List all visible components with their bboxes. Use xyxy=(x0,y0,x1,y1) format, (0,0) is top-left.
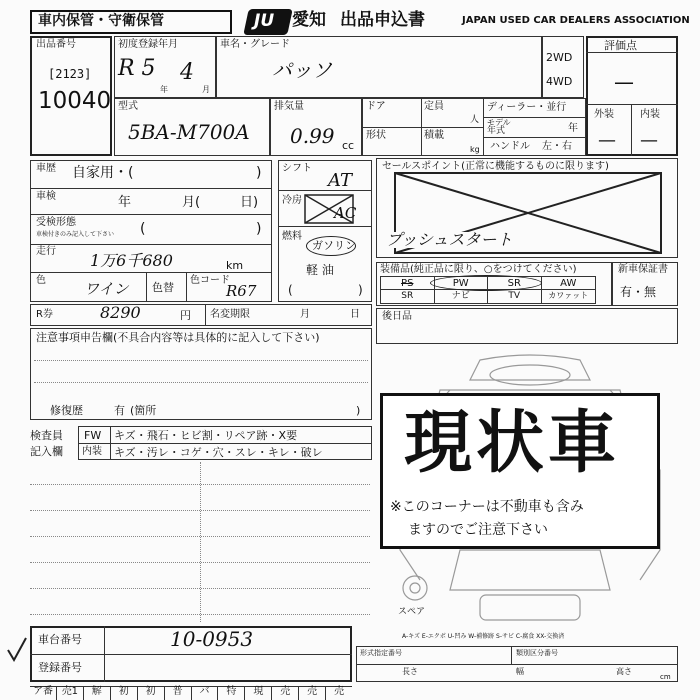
inspector-fw-items: キズ・飛石・ヒビ割・リペア跡・X要 xyxy=(114,429,298,442)
spec-door: ドア xyxy=(366,101,386,112)
name-change-label: 名変期限 xyxy=(210,309,250,320)
equip-ps: PS xyxy=(381,277,435,290)
selling-label: セールスポイント(正常に機能するものに限ります) xyxy=(382,161,609,172)
receipt-note: 車検付きのみ記入して下さい xyxy=(36,231,115,238)
recycle-value: 8290 xyxy=(100,303,141,322)
fuel-paren-close: ) xyxy=(358,283,363,297)
color-value: ワイン xyxy=(84,280,129,298)
equip-navi: ナビ xyxy=(435,290,489,303)
rating-ext-value: — xyxy=(598,130,616,151)
selling-text: プッシュスタート xyxy=(386,230,513,249)
displacement-label: 排気量 xyxy=(274,101,304,112)
ac-value: AC xyxy=(334,204,357,222)
history-label: 車歴 xyxy=(36,163,56,174)
equip-cassette: カワァット xyxy=(548,291,589,300)
chassis-label: 車台番号 xyxy=(38,633,82,646)
rating-exterior: 外装 xyxy=(594,109,614,120)
width-label: 幅 xyxy=(516,667,524,676)
receipt-close: ) xyxy=(256,221,262,237)
association-name: JAPAN USED CAR DEALERS ASSOCIATION xyxy=(462,15,690,26)
stamp-title: 現状車 xyxy=(404,404,621,483)
equip-sr: SR xyxy=(488,277,542,290)
rear-box xyxy=(376,308,678,344)
ac-label: 冷房 xyxy=(282,195,302,206)
spec-load: 積載 xyxy=(424,130,444,141)
ju-logo-text: JU xyxy=(254,11,275,31)
rear-label: 後日品 xyxy=(382,311,412,322)
spec-year: 年 xyxy=(568,123,578,134)
registration-label: 初度登録年月 xyxy=(118,39,178,50)
registration-month: 4 xyxy=(180,60,194,85)
lot-label: 出品番号 xyxy=(36,39,76,50)
mileage-label: 走行 xyxy=(36,246,56,257)
warranty-label: 新車保証書 xyxy=(618,264,668,275)
history-value: 自家用・( xyxy=(72,165,134,181)
form-title: 出品申込書 xyxy=(340,10,425,30)
check-mark xyxy=(6,636,28,662)
stamp-note-2: ますのでご注意下さい xyxy=(408,522,548,538)
repair-label: 修復歴 xyxy=(50,404,83,417)
repair-place: (箇所 xyxy=(130,404,157,417)
recycle-box xyxy=(30,304,372,326)
registration-era: R 5 xyxy=(118,56,156,81)
strip-stamp: ア番 xyxy=(30,687,57,700)
model-cert-label: 形式指定番号 xyxy=(360,649,402,657)
strip-stamp: 売 xyxy=(299,687,326,700)
color-change-label: 色替 xyxy=(152,281,174,294)
model-label: 型式 xyxy=(118,101,138,112)
rating-int-value: — xyxy=(640,130,658,151)
shift-value: AT xyxy=(328,170,353,191)
fuel-label: 燃料 xyxy=(282,231,302,242)
strip-stamp: 特 xyxy=(218,687,245,700)
strip-stamp: 初 xyxy=(138,687,165,700)
prefecture: 愛知 xyxy=(292,10,326,30)
strip-stamp: 売 xyxy=(334,686,345,697)
fuel-alt: 軽 油 xyxy=(306,263,334,277)
notes-label: 注意事項申告欄(不具合内容等は具体的に記入して下さい) xyxy=(36,331,320,344)
drive-4wd: 4WD xyxy=(546,75,573,88)
displacement-unit: cc xyxy=(342,139,355,152)
spec-model-year-a: モデル xyxy=(487,118,511,127)
displacement-value: 0.99 xyxy=(290,124,335,148)
equip-aw: AW xyxy=(542,277,596,290)
drive-2wd: 2WD xyxy=(546,51,573,64)
equipment-label: 装備品(純正品に限り、○をつけてください) xyxy=(380,264,577,275)
rating-label: 評価点 xyxy=(604,39,637,52)
name-change-month: 月 xyxy=(300,309,310,320)
color-code-value: R67 xyxy=(226,282,257,300)
strip-stamp: 現 xyxy=(245,687,272,700)
inspection-month: 月( xyxy=(182,195,201,210)
registration-year-mark: 年 xyxy=(160,85,168,94)
carname-value: パッソ xyxy=(272,58,332,82)
spec-handle-opts: 左・右 xyxy=(542,141,572,152)
inspector-inner-items: キズ・汚レ・コゲ・穴・スレ・キレ・破レ xyxy=(114,446,323,459)
lot-number: 10040 xyxy=(38,88,112,114)
shift-label: シフト xyxy=(282,163,312,174)
color-code-label: 色コード xyxy=(190,275,230,286)
equip-pw: PW xyxy=(435,277,489,290)
class-no-label: 類別区分番号 xyxy=(516,649,558,657)
diagram-legend: A-キズ E-エクボ U-凹み W-補修跡 S-サビ C-腐食 XX-交換済 xyxy=(402,633,565,640)
fuel-value: ガソリン xyxy=(312,239,356,252)
spec-handle: ハンドル xyxy=(490,141,530,152)
spare-label: スペア xyxy=(398,607,426,617)
mileage-unit: km xyxy=(226,259,244,272)
equip-pw-circle xyxy=(430,275,542,291)
strip-stamp: バ xyxy=(192,687,219,700)
recycle-label: R券 xyxy=(36,309,53,320)
color-label: 色 xyxy=(36,275,46,286)
receipt-open: ( xyxy=(140,221,146,237)
spec-shape: 形状 xyxy=(366,130,386,141)
storage-label: 車内保管・守衛保管 xyxy=(38,13,164,29)
cm-unit: cm xyxy=(660,673,671,681)
spec-kg: kg xyxy=(470,145,480,154)
rating-value: — xyxy=(614,70,634,94)
receipt-label: 受検形態 xyxy=(36,217,76,228)
repair-value: 有 xyxy=(114,404,125,417)
rating-interior: 内装 xyxy=(640,109,660,120)
spec-dealer: ディーラー・並行 xyxy=(487,102,567,113)
drive-box xyxy=(542,36,584,98)
strip-stamp: 解 xyxy=(84,687,111,700)
strip-stamp: 売 xyxy=(272,687,299,700)
inspection-label: 車検 xyxy=(36,191,56,202)
strip-stamp: 初 xyxy=(111,687,138,700)
lot-bracket: [2123] xyxy=(48,67,92,81)
spec-person: 人 xyxy=(470,115,480,125)
warranty-opts: 有・無 xyxy=(620,285,657,299)
inspector-fw: FW xyxy=(84,429,102,442)
inspection-year: 年 xyxy=(118,195,132,210)
chassis-value: 10-0953 xyxy=(170,627,254,651)
equip-tv: TV xyxy=(488,290,542,303)
inspector-label-b: 記入欄 xyxy=(30,445,63,458)
strip-stamp: 売1 xyxy=(57,687,84,700)
repair-close: ) xyxy=(356,404,361,417)
stamp-strip xyxy=(30,686,352,700)
length-label: 長さ xyxy=(402,667,418,676)
history-close: ) xyxy=(256,165,262,181)
spec-capacity: 定員 xyxy=(424,101,444,112)
registration-month-mark: 月 xyxy=(202,85,210,94)
model-value: 5BA-M700A xyxy=(128,120,250,144)
strip-stamp: 普 xyxy=(165,687,192,700)
registration-no-label: 登録番号 xyxy=(38,661,82,674)
stamp-note-1: ※このコーナーは不動車も含み xyxy=(390,499,584,515)
mileage-value: 1万6千680 xyxy=(90,251,173,270)
inspection-day: 日) xyxy=(240,195,259,210)
inspector-label-a: 検査員 xyxy=(30,429,63,442)
recycle-unit: 円 xyxy=(180,309,191,322)
inspector-inner: 内装 xyxy=(82,446,102,457)
fuel-paren-open: ( xyxy=(288,283,293,297)
spec-model-year-b: 年式 xyxy=(487,126,506,136)
carname-label: 車名・グレード xyxy=(220,39,290,50)
equip-sr2: SR xyxy=(381,290,435,303)
name-change-day: 日 xyxy=(350,309,360,320)
height-label: 高さ xyxy=(616,667,632,676)
